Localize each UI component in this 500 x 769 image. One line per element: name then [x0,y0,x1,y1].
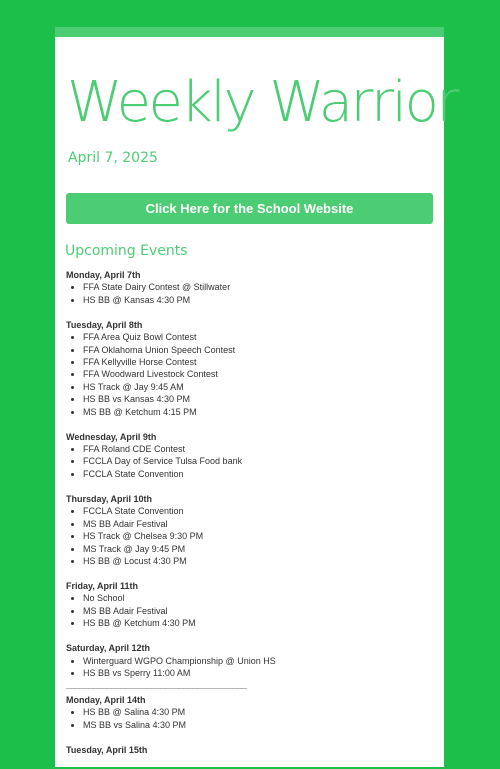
day-tuesday-apr-15 [66,744,436,756]
day-wednesday-apr-9 [66,431,436,481]
day-monday-apr-14 [66,694,436,731]
event-item: • HS BB @ Salina 4:30 PM [83,706,436,718]
day-monday-apr-7 [66,269,436,306]
event-item: • HS Track @ Chelsea 9:30 PM [83,530,436,542]
newsletter-card [55,27,457,767]
day-tuesday-apr-8 [66,319,436,418]
school-website-button[interactable]: Click Here for the School Website [66,193,433,224]
event-item: • FFA Area Quiz Bowl Contest [83,331,436,343]
event-item: • FFA Oklahoma Union Speech Contest [83,344,436,356]
event-item: • FFA Kellyville Horse Contest [83,356,436,368]
event-list [66,592,436,629]
day-title: Tuesday, April 8th [66,319,143,330]
event-list [66,706,436,731]
day-title: Wednesday, April 9th [66,431,157,442]
event-item: • FFA State Dairy Contest @ Stillwater [83,281,436,293]
event-item: • HS BB @ Locust 4:30 PM [83,555,436,567]
event-item: • HS BB vs Kansas 4:30 PM [83,393,436,405]
day-title: Saturday, April 12th [66,643,151,654]
day-thursday-apr-10 [66,493,436,567]
event-item: • MS Track @ Jay 9:45 PM [83,543,436,555]
event-item: • MS BB vs Salina 4:30 PM [83,719,436,731]
event-item: • No School [83,592,436,604]
event-item: • MS BB Adair Festival [83,605,436,617]
event-list [66,505,436,567]
event-item: • FFA Roland CDE Contest [83,443,436,455]
day-friday-apr-11 [66,580,436,630]
separator-line: ________________________________________ [66,680,247,691]
event-item: • HS Track @ Jay 9:45 AM [83,381,436,393]
newsletter-title: Weekly Warrior [67,70,457,135]
event-item: • HS BB @ Kansas 4:30 PM [83,294,436,306]
day-title: Thursday, April 10th [66,493,153,504]
upcoming-events-heading: Upcoming Events [65,243,188,259]
card-top-bar [55,27,444,37]
event-item: • FFA Woodward Livestock Contest [83,368,436,380]
event-item: • FCCLA Day of Service Tulsa Food bank [83,455,436,467]
event-list [66,331,436,418]
day-title: Monday, April 7th [66,270,141,280]
event-list [66,443,436,480]
event-item: • FCCLA State Convention [83,505,436,517]
event-item: • HS BB @ Ketchum 4:30 PM [83,617,436,629]
newsletter-date: April 7, 2025 [68,150,158,166]
day-title: Friday, April 11th [66,580,139,591]
day-saturday-apr-12 [66,642,436,692]
event-item: • FCCLA State Convention [83,468,436,480]
events-list [66,269,436,769]
event-list [66,281,436,306]
event-item: • HS BB vs Sperry 11:00 AM [83,667,436,679]
event-item: • MS BB Adair Festival [83,518,436,530]
day-title: Tuesday, April 15th [66,744,148,755]
event-list [66,655,436,680]
event-item: • Winterguard WGPO Championship @ Union HS [83,655,436,667]
event-item: • MS BB @ Ketchum 4:15 PM [83,406,436,418]
day-title: Monday, April 14th [66,694,146,705]
